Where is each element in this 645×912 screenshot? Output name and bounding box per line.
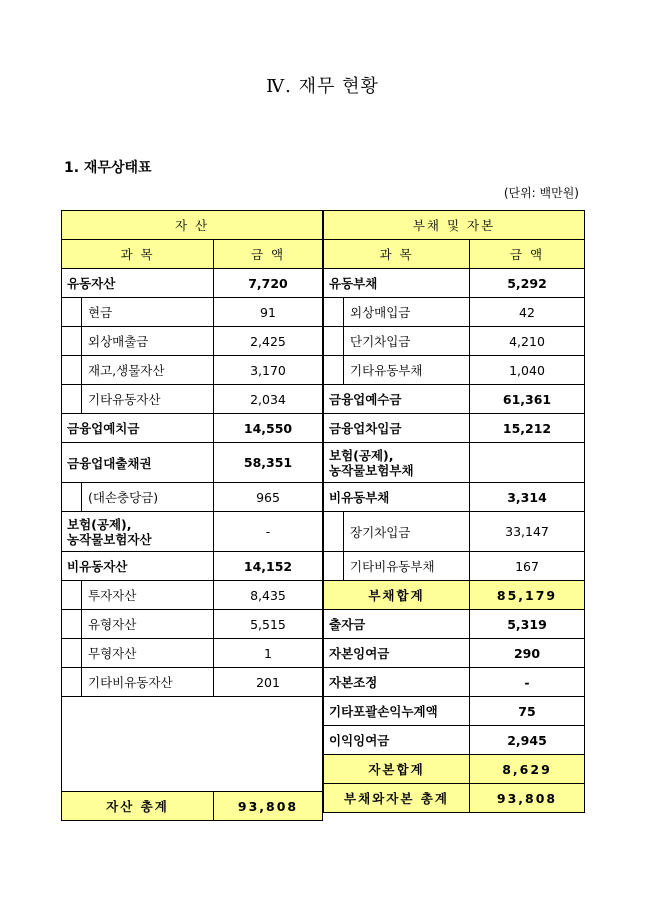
asset-label: 유동자산 — [62, 269, 214, 298]
liability-value: 61,361 — [470, 385, 585, 414]
asset-label: 기타비유동자산 — [88, 675, 173, 690]
asset-value: 5,515 — [214, 610, 323, 639]
equity-subtotal-value: 8,629 — [470, 755, 585, 784]
asset-label: 보험(공제), 농작물보험자산 — [62, 512, 214, 552]
liability-label: 기타비유동부채 — [350, 559, 435, 574]
empty-area — [62, 697, 323, 792]
liability-value: 167 — [470, 552, 585, 581]
liabilities-total-label: 부채와자본 총계 — [324, 784, 470, 813]
asset-label-cell — [62, 581, 214, 610]
equity-subtotal-label: 자본합계 — [324, 755, 470, 784]
liability-label: 유동부채 — [324, 269, 470, 298]
table-row — [324, 581, 585, 610]
asset-label-cell — [62, 668, 214, 697]
table-row — [62, 298, 323, 327]
equity-label: 이익잉여금 — [324, 726, 470, 755]
table-row — [324, 414, 585, 443]
asset-value: 965 — [214, 483, 323, 512]
assets-group-header: 자 산 — [62, 211, 323, 240]
table-row — [62, 610, 323, 639]
liability-label: 기타유동부채 — [350, 363, 423, 378]
asset-label: 비유동자산 — [62, 552, 214, 581]
equity-label: 자본잉여금 — [324, 639, 470, 668]
table-row — [62, 327, 323, 356]
table-row — [62, 552, 323, 581]
table-row — [62, 443, 323, 483]
equity-value: - — [470, 668, 585, 697]
liability-label-cell — [324, 356, 470, 385]
asset-label: 기타유동자산 — [88, 392, 161, 407]
table-row — [324, 755, 585, 784]
assets-table — [61, 210, 323, 821]
asset-label: 현금 — [88, 305, 113, 320]
asset-value: 58,351 — [214, 443, 323, 483]
liability-label-cell — [324, 327, 470, 356]
table-row — [62, 385, 323, 414]
liability-value: 3,314 — [470, 483, 585, 512]
liabilities-total-value: 93,808 — [470, 784, 585, 813]
table-row — [324, 385, 585, 414]
liability-label: 단기차입금 — [350, 334, 411, 349]
assets-col-item: 과 목 — [62, 240, 214, 269]
asset-label: (대손충당금) — [88, 490, 159, 505]
table-row — [62, 639, 323, 668]
assets-total-value: 93,808 — [214, 792, 323, 821]
page-title: Ⅳ. 재무 현황 — [266, 76, 379, 97]
table-row — [62, 356, 323, 385]
equity-value: 2,945 — [470, 726, 585, 755]
section-heading: 1. 재무상태표 — [64, 160, 152, 176]
asset-label: 무형자산 — [88, 646, 137, 661]
table-row — [324, 443, 585, 483]
asset-value: 14,152 — [214, 552, 323, 581]
table-row — [62, 581, 323, 610]
table-row — [324, 639, 585, 668]
liability-value: 1,040 — [470, 356, 585, 385]
table-row — [324, 668, 585, 697]
asset-label-cell — [62, 610, 214, 639]
table-row — [62, 668, 323, 697]
asset-value: 201 — [214, 668, 323, 697]
table-row — [62, 512, 323, 552]
liability-value: 5,292 — [470, 269, 585, 298]
asset-label-cell — [62, 639, 214, 668]
liability-label: 비유동부채 — [324, 483, 470, 512]
liability-label: 외상매입금 — [350, 305, 411, 320]
asset-value: 3,170 — [214, 356, 323, 385]
asset-label-cell — [62, 483, 214, 512]
asset-label: 재고,생물자산 — [88, 363, 165, 378]
asset-label: 투자자산 — [88, 588, 137, 603]
liabilities-subtotal-label: 부채합계 — [324, 581, 470, 610]
asset-label-cell — [62, 385, 214, 414]
asset-value: 7,720 — [214, 269, 323, 298]
asset-label: 금융업대출채권 — [62, 443, 214, 483]
liabilities-subtotal-value: 85,179 — [470, 581, 585, 610]
equity-value: 75 — [470, 697, 585, 726]
liabilities-col-item: 과 목 — [324, 240, 470, 269]
asset-label-cell — [62, 327, 214, 356]
liability-value — [470, 443, 585, 483]
asset-label: 유형자산 — [88, 617, 137, 632]
table-row — [62, 269, 323, 298]
liabilities-col-amount: 금 액 — [470, 240, 585, 269]
table-row — [324, 269, 585, 298]
unit-note: (단위: 백만원) — [503, 186, 579, 200]
equity-value: 5,319 — [470, 610, 585, 639]
table-row — [324, 327, 585, 356]
table-row — [324, 697, 585, 726]
table-row — [62, 483, 323, 512]
liability-label: 금융업예수금 — [324, 385, 470, 414]
asset-value: 2,034 — [214, 385, 323, 414]
assets-col-amount: 금 액 — [214, 240, 323, 269]
table-row — [324, 512, 585, 552]
asset-label: 금융업예치금 — [62, 414, 214, 443]
asset-value: 14,550 — [214, 414, 323, 443]
liability-label-cell — [324, 552, 470, 581]
liability-label: 금융업차입금 — [324, 414, 470, 443]
liability-label: 장기차입금 — [350, 524, 411, 540]
liability-value: 4,210 — [470, 327, 585, 356]
table-row — [324, 610, 585, 639]
table-row — [324, 552, 585, 581]
assets-total-label: 자산 총계 — [62, 792, 214, 821]
liability-value: 33,147 — [470, 512, 585, 552]
asset-value: - — [214, 512, 323, 552]
liability-label-cell — [324, 512, 470, 552]
asset-value: 1 — [214, 639, 323, 668]
asset-value: 91 — [214, 298, 323, 327]
liability-value: 42 — [470, 298, 585, 327]
equity-label: 기타포괄손익누계액 — [324, 697, 470, 726]
equity-label: 출자금 — [324, 610, 470, 639]
asset-value: 2,425 — [214, 327, 323, 356]
asset-value: 8,435 — [214, 581, 323, 610]
asset-label: 외상매출금 — [88, 334, 149, 349]
table-row — [324, 298, 585, 327]
liability-label: 보험(공제), 농작물보험부채 — [324, 443, 470, 483]
liability-value: 15,212 — [470, 414, 585, 443]
asset-label-cell — [62, 298, 214, 327]
table-row — [324, 483, 585, 512]
equity-value: 290 — [470, 639, 585, 668]
table-row — [62, 414, 323, 443]
equity-label: 자본조정 — [324, 668, 470, 697]
table-row — [324, 726, 585, 755]
liabilities-group-header: 부채 및 자본 — [324, 211, 585, 240]
asset-label-cell — [62, 356, 214, 385]
liability-label-cell — [324, 298, 470, 327]
table-row — [324, 356, 585, 385]
liabilities-table — [323, 210, 585, 813]
